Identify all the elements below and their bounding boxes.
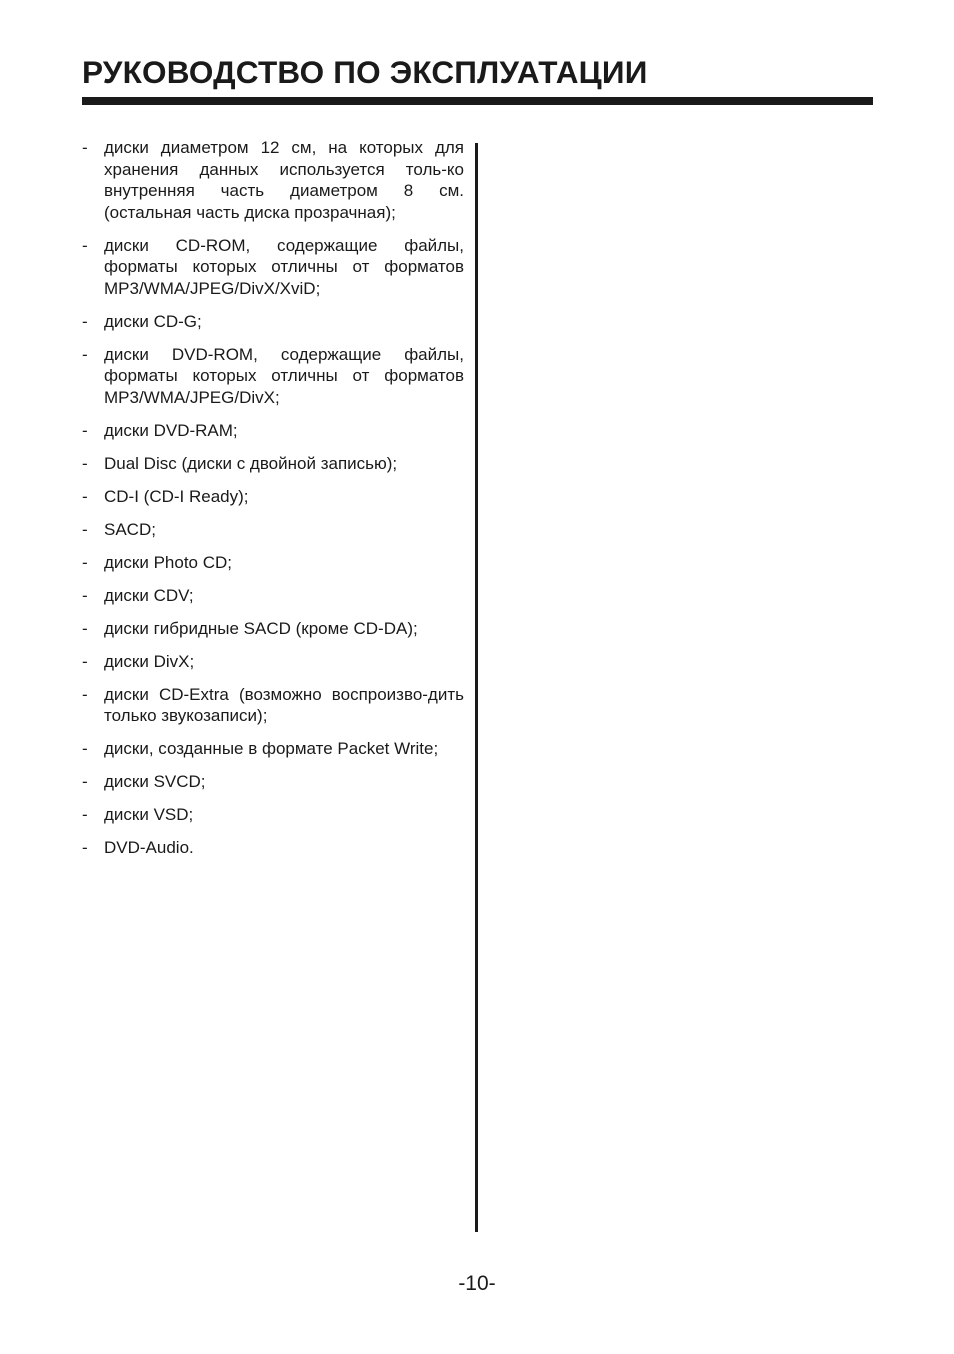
list-bullet: - [82, 651, 88, 671]
list-item-text: диски DVD-RAM; [104, 420, 238, 440]
list-bullet: - [82, 486, 88, 506]
list-item [82, 738, 464, 760]
list-bullet: - [82, 618, 88, 638]
list-item-text: диски Photo CD; [104, 552, 232, 572]
page-header [82, 52, 873, 92]
list-item-text: Dual Disc (диски с двойной записью); [104, 453, 398, 473]
list-item-text: диски CD-Extra (возможно воспроизво-дить только звукозаписи); [104, 684, 464, 725]
page-number: -10- [458, 1272, 496, 1295]
list-bullet: - [82, 519, 88, 539]
list-item [82, 486, 464, 508]
list-item [82, 684, 464, 727]
list-bullet: - [82, 772, 88, 791]
list-bullet: - [82, 552, 88, 572]
title-rule [82, 97, 873, 105]
list-item [82, 837, 464, 859]
list-item [82, 519, 464, 541]
page-title: РУКОВОДСТВО ПО ЭКСПЛУАТАЦИИ [82, 54, 648, 90]
list-item [82, 804, 464, 826]
list-item-text: DVD-Audio. [104, 838, 194, 857]
list-item-text: диски CD-ROM, содержащие файлы, форматы которых отличны от форматов MP3/WMA/JPEG/DivX/XviD; [104, 235, 464, 298]
list-item [82, 618, 464, 640]
list-item-text: диски DivX; [104, 651, 195, 671]
list-item-text: диски CD-G; [104, 311, 202, 331]
list-bullet: - [82, 420, 88, 440]
list-item [82, 311, 464, 333]
list-bullet: - [82, 453, 88, 473]
left-column [82, 137, 464, 870]
list-item [82, 344, 464, 409]
list-bullet: - [82, 838, 88, 857]
list-bullet: - [82, 805, 88, 824]
list-item [82, 453, 464, 475]
list-item-text: CD-I (CD-I Ready); [104, 486, 249, 506]
list-item-text: диски, созданные в формате Packet Write; [104, 739, 439, 758]
list-bullet: - [82, 311, 88, 331]
unsupported-discs-list [82, 137, 464, 859]
list-item-text: диски диаметром 12 см, на которых для хранения данных используется толь-ко внутренняя часть диаметром 8 см. (остальная часть диска прозрачная); [104, 138, 464, 222]
column-divider [475, 143, 478, 1232]
list-item-text: SACD; [104, 519, 156, 539]
list-item [82, 235, 464, 300]
list-bullet: - [82, 739, 88, 758]
list-item-text: диски VSD; [104, 805, 194, 824]
list-bullet: - [82, 684, 88, 704]
list-item-text: диски DVD-ROM, содержащие файлы, форматы которых отличны от форматов MP3/WMA/JPEG/DivX; [104, 344, 464, 407]
list-bullet: - [82, 138, 88, 157]
list-item-text: диски CDV; [104, 585, 194, 605]
list-item [82, 420, 464, 442]
list-item-text: диски SVCD; [104, 772, 206, 791]
list-bullet: - [82, 235, 88, 255]
list-item-text: диски гибридные SACD (кроме CD-DA); [104, 618, 418, 638]
list-bullet: - [82, 344, 88, 364]
list-item [82, 552, 464, 574]
list-item [82, 137, 464, 223]
list-item [82, 771, 464, 793]
list-bullet: - [82, 585, 88, 605]
list-item [82, 585, 464, 607]
list-item [82, 651, 464, 673]
